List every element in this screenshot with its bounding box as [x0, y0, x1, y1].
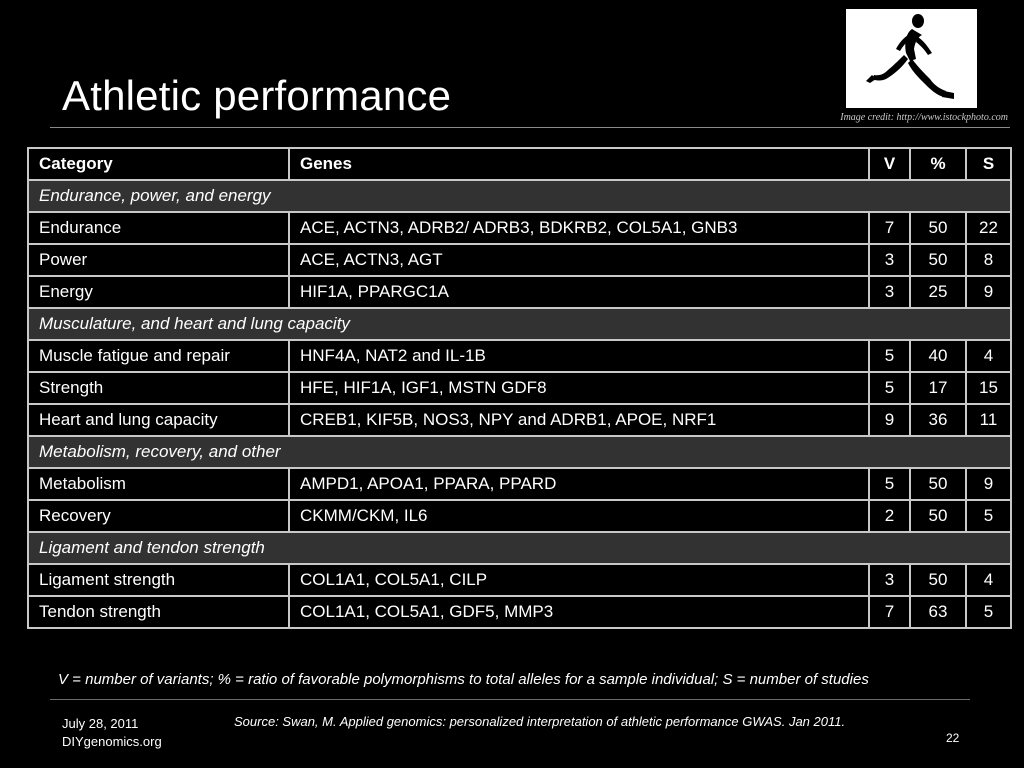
header-genes: Genes — [289, 148, 869, 180]
table-row — [28, 468, 1011, 500]
table-row — [28, 564, 1011, 596]
studies-cell: 9 — [966, 276, 1011, 308]
genes-cell: HIF1A, PPARGC1A — [289, 276, 869, 308]
group-row — [28, 180, 1011, 212]
variants-cell: 5 — [869, 468, 910, 500]
group-label: Metabolism, recovery, and other — [28, 436, 1011, 468]
title-divider — [50, 127, 1010, 128]
percent-cell: 50 — [910, 468, 966, 500]
footer-divider — [50, 699, 970, 700]
performance-table — [27, 147, 1012, 629]
table-row — [28, 596, 1011, 628]
category-cell: Recovery — [28, 500, 289, 532]
variants-cell: 3 — [869, 276, 910, 308]
category-cell: Metabolism — [28, 468, 289, 500]
group-label: Ligament and tendon strength — [28, 532, 1011, 564]
category-cell: Ligament strength — [28, 564, 289, 596]
table-row — [28, 340, 1011, 372]
genes-cell: AMPD1, APOA1, PPARA, PPARD — [289, 468, 869, 500]
table-row — [28, 404, 1011, 436]
variants-cell: 7 — [869, 212, 910, 244]
percent-cell: 25 — [910, 276, 966, 308]
studies-cell: 15 — [966, 372, 1011, 404]
studies-cell: 4 — [966, 564, 1011, 596]
studies-cell: 5 — [966, 500, 1011, 532]
table-row — [28, 372, 1011, 404]
genes-cell: CKMM/CKM, IL6 — [289, 500, 869, 532]
studies-cell: 11 — [966, 404, 1011, 436]
percent-cell: 50 — [910, 244, 966, 276]
genes-cell: ACE, ACTN3, AGT — [289, 244, 869, 276]
studies-cell: 5 — [966, 596, 1011, 628]
table-row — [28, 244, 1011, 276]
percent-cell: 63 — [910, 596, 966, 628]
genes-cell: HNF4A, NAT2 and IL-1B — [289, 340, 869, 372]
percent-cell: 50 — [910, 212, 966, 244]
variants-cell: 7 — [869, 596, 910, 628]
genes-cell: COL1A1, COL5A1, GDF5, MMP3 — [289, 596, 869, 628]
header-v: V — [869, 148, 910, 180]
group-label: Endurance, power, and energy — [28, 180, 1011, 212]
variants-cell: 5 — [869, 340, 910, 372]
table-row — [28, 500, 1011, 532]
header-category: Category — [28, 148, 289, 180]
image-credit: Image credit: http://www.istockphoto.com — [840, 112, 1008, 123]
percent-cell: 50 — [910, 564, 966, 596]
percent-cell: 40 — [910, 340, 966, 372]
runner-image — [846, 9, 977, 108]
runner-icon — [846, 9, 977, 108]
table-legend: V = number of variants; % = ratio of favorable polymorphisms to total alleles for a sample individual; S = number of studies — [58, 671, 869, 688]
category-cell: Power — [28, 244, 289, 276]
header-s: S — [966, 148, 1011, 180]
studies-cell: 8 — [966, 244, 1011, 276]
percent-cell: 50 — [910, 500, 966, 532]
group-row — [28, 308, 1011, 340]
footer-site: DIYgenomics.org — [62, 734, 162, 749]
studies-cell: 4 — [966, 340, 1011, 372]
page-number: 22 — [946, 731, 960, 745]
variants-cell: 5 — [869, 372, 910, 404]
variants-cell: 9 — [869, 404, 910, 436]
category-cell: Strength — [28, 372, 289, 404]
slide-title: Athletic performance — [62, 72, 452, 119]
variants-cell: 2 — [869, 500, 910, 532]
percent-cell: 36 — [910, 404, 966, 436]
table-row — [28, 212, 1011, 244]
group-row — [28, 436, 1011, 468]
table-header-row — [28, 148, 1011, 180]
group-row — [28, 532, 1011, 564]
category-cell: Heart and lung capacity — [28, 404, 289, 436]
genes-cell: COL1A1, COL5A1, CILP — [289, 564, 869, 596]
variants-cell: 3 — [869, 564, 910, 596]
genes-cell: CREB1, KIF5B, NOS3, NPY and ADRB1, APOE, NRF1 — [289, 404, 869, 436]
table-row — [28, 276, 1011, 308]
footer-date: July 28, 2011 — [62, 716, 139, 731]
group-label: Musculature, and heart and lung capacity — [28, 308, 1011, 340]
studies-cell: 22 — [966, 212, 1011, 244]
category-cell: Energy — [28, 276, 289, 308]
table-body — [28, 180, 1011, 628]
genes-cell: HFE, HIF1A, IGF1, MSTN GDF8 — [289, 372, 869, 404]
percent-cell: 17 — [910, 372, 966, 404]
category-cell: Endurance — [28, 212, 289, 244]
category-cell: Tendon strength — [28, 596, 289, 628]
source-citation: Source: Swan, M. Applied genomics: personalized interpretation of athletic performance GWAS. Jan 2011. — [234, 714, 846, 729]
studies-cell: 9 — [966, 468, 1011, 500]
header-pct: % — [910, 148, 966, 180]
genes-cell: ACE, ACTN3, ADRB2/ ADRB3, BDKRB2, COL5A1, GNB3 — [289, 212, 869, 244]
category-cell: Muscle fatigue and repair — [28, 340, 289, 372]
variants-cell: 3 — [869, 244, 910, 276]
